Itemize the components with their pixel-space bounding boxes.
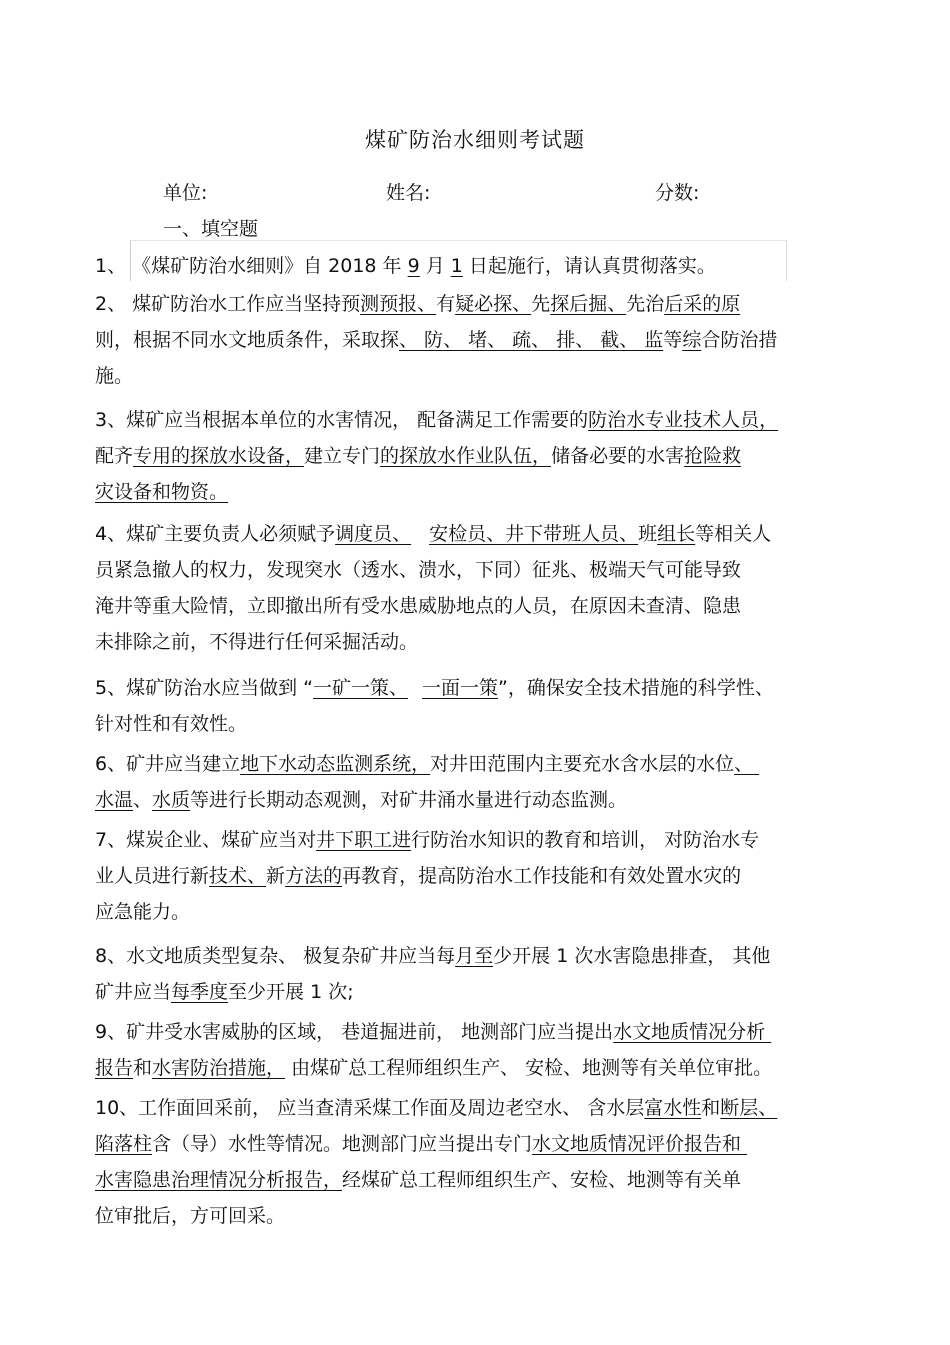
q2-blank: 疑必探、 <box>455 293 532 315</box>
q9-blank: 报告 <box>95 1057 134 1079</box>
q3-text: 3、煤矿应当根据本单位的水害情况， 配备满足工作需要的 <box>95 409 589 431</box>
q9-blank-line <box>765 1014 787 1050</box>
q10-text: 含（导）水性等情况。地测部门应当提出专门 <box>152 1133 533 1155</box>
q2-blank: 、 监 <box>619 329 664 351</box>
q2-text: 2、 煤矿防治水工作应当坚持预 <box>95 293 361 315</box>
q8-text: 矿井应当 <box>95 981 172 1003</box>
q5-text: ”，确保安全技术措施的科学性、 <box>498 677 774 699</box>
q8-blank: 月至 <box>455 945 494 967</box>
q2-blank: 后采的原 <box>664 293 741 315</box>
question-9 <box>95 1014 860 1086</box>
q2-text: 先治 <box>626 293 665 315</box>
q1-blank-month: 9 <box>407 255 420 277</box>
q2-blank: 、 疏 <box>487 329 532 351</box>
page-title: 煤矿防治水细则考试题 <box>365 128 585 152</box>
question-3 <box>95 402 860 510</box>
q2-text: 则，根据不同水文地质条件，采取探 <box>95 329 400 351</box>
question-5 <box>95 670 860 742</box>
q4-text: 淹井等重大险情，立即撤出所有受水患威胁地点的人员，在原因未查清、隐患 <box>95 595 742 617</box>
q6-blank: 、 <box>734 753 754 775</box>
q2-blank: 测预报、 <box>360 293 437 315</box>
question-6 <box>95 746 860 818</box>
q10-blank: 水害隐患治理情况分析报告， <box>95 1169 343 1191</box>
q3-blank: 的探放水作业队伍， <box>380 445 552 467</box>
q1-text: 日起施行，请认真贯彻落实。 <box>462 255 716 277</box>
question-1 <box>95 248 860 284</box>
q3-text: 配齐 <box>95 445 134 467</box>
q1-blank-day: 1 <box>450 255 463 277</box>
q1-text: 1、 《煤矿防治水细则》自 2018 年 <box>95 255 408 277</box>
q1-text: 月 <box>419 255 451 277</box>
q10-text: 经煤矿总工程师组织生产、安检、地测等有关单 <box>342 1169 742 1191</box>
q10-blank: 断层、 <box>720 1097 778 1119</box>
q7-blank: 井下职工进 <box>316 829 412 851</box>
q9-blank: 水文地质情况分析 <box>613 1021 766 1043</box>
q3-text: 建立专门 <box>304 445 381 467</box>
q10-text: 位审批后，方可回采。 <box>95 1205 286 1227</box>
q4-text: 4、煤矿主要负责人必须赋予 <box>95 523 336 545</box>
q6-blank: 地下水动态监测系统， <box>240 753 431 775</box>
q9-text: 由煤矿总工程师组织生产、 安检、地测等有关单位审批。 <box>285 1057 773 1079</box>
q4-text: 未排除之前，不得进行任何采掘活动。 <box>95 631 419 653</box>
q2-blank: 、 防 <box>399 329 444 351</box>
q2-text: 合防治措 <box>701 329 778 351</box>
name-label: 姓名: <box>386 182 431 204</box>
q6-blank: 水温 <box>95 789 134 811</box>
q2-text: 等 <box>663 329 683 351</box>
q2-blank: 、 堵 <box>443 329 488 351</box>
q4-text: 等相关人 <box>695 523 772 545</box>
q7-text: 业人员进行 <box>95 865 191 887</box>
q6-blank-line <box>753 746 793 782</box>
question-4 <box>95 516 860 660</box>
q8-text: 少开展 1 次水害隐患排查， 其他 <box>493 945 771 967</box>
q6-text: 对井田范围内主要充水含水层的水位 <box>430 753 735 775</box>
question-10 <box>95 1090 860 1234</box>
q4-blank: 安检员、 <box>429 523 506 545</box>
section-heading: 一、填空题 <box>163 218 259 240</box>
q5-blank: 一面一策 <box>422 677 499 699</box>
question-8 <box>95 938 860 1010</box>
q10-text: 10、工作面回采前， 应当查清采煤工作面及周边老空水、 含水层 <box>95 1097 645 1119</box>
q9-blank: 水害防治措施， <box>152 1057 286 1079</box>
q7-text: 新 <box>190 865 210 887</box>
q8-text: 8、水文地质类型复杂、 极复杂矿井应当每 <box>95 945 456 967</box>
q2-blank: 、 排 <box>531 329 576 351</box>
q7-text: 新 <box>266 865 286 887</box>
q2-text: 施。 <box>95 365 134 387</box>
q5-blank: 一矿一策、 <box>312 677 408 699</box>
q2-blank: 探后掘、 <box>550 293 627 315</box>
q5-text: 针对性和有效性。 <box>95 713 248 735</box>
q6-text: 6、矿井应当建立 <box>95 753 241 775</box>
q7-text: 行防治水知识的教育和培训， 对防治水专 <box>411 829 760 851</box>
q8-blank: 每季度 <box>171 981 229 1003</box>
q6-blank: 水质 <box>152 789 191 811</box>
q9-text: 和 <box>133 1057 153 1079</box>
q7-text: 7、煤炭企业、煤矿应当对 <box>95 829 317 851</box>
q4-blank: 调度员、 <box>335 523 412 545</box>
q10-text: 和 <box>701 1097 721 1119</box>
q3-blank: 防治水专业技术人员， <box>588 409 779 431</box>
q10-blank: 陷落柱 <box>95 1133 153 1155</box>
q3-blank: 灾设备和物资。 <box>95 481 229 503</box>
q7-blank: 方法的 <box>285 865 343 887</box>
q4-text: 班 <box>638 523 658 545</box>
q2-text: 先 <box>531 293 551 315</box>
q2-blank: 综 <box>682 329 702 351</box>
q6-text: 等进行长期动态观测，对矿井涌水量进行动态监测。 <box>190 789 628 811</box>
q3-blank: 专用的探放水设备， <box>133 445 305 467</box>
score-label: 分数: <box>655 182 700 204</box>
q6-text: 、 <box>133 789 153 811</box>
q10-blank-line <box>741 1126 767 1162</box>
question-2 <box>95 286 860 394</box>
q7-text: 应急能力。 <box>95 901 191 923</box>
q7-blank: 技术、 <box>209 865 267 887</box>
q9-text: 9、矿井受水害威胁的区域， 巷道掘进前， 地测部门应当提出 <box>95 1021 614 1043</box>
q2-text: 有 <box>436 293 456 315</box>
q3-text: 储备必要的水害 <box>551 445 685 467</box>
q4-blank: 组长 <box>657 523 696 545</box>
q2-blank: 、 截 <box>575 329 620 351</box>
q8-text: 至少开展 1 次; <box>228 981 354 1003</box>
q4-blank: 井下带班人员、 <box>505 523 639 545</box>
q10-blank: 水文地质情况评价报告和 <box>532 1133 742 1155</box>
q10-blank: 富水性 <box>644 1097 702 1119</box>
q3-blank: 抢险救 <box>684 445 742 467</box>
q7-text: 再教育，提高防治水工作技能和有效处置水灾的 <box>342 865 742 887</box>
unit-label: 单位: <box>163 182 208 204</box>
q5-text: 5、煤矿防治水应当做到 “ <box>95 677 313 699</box>
q4-text: 员紧急撤人的权力，发现突水（透水、溃水，下同）征兆、极端天气可能导致 <box>95 559 742 581</box>
question-7 <box>95 822 860 930</box>
